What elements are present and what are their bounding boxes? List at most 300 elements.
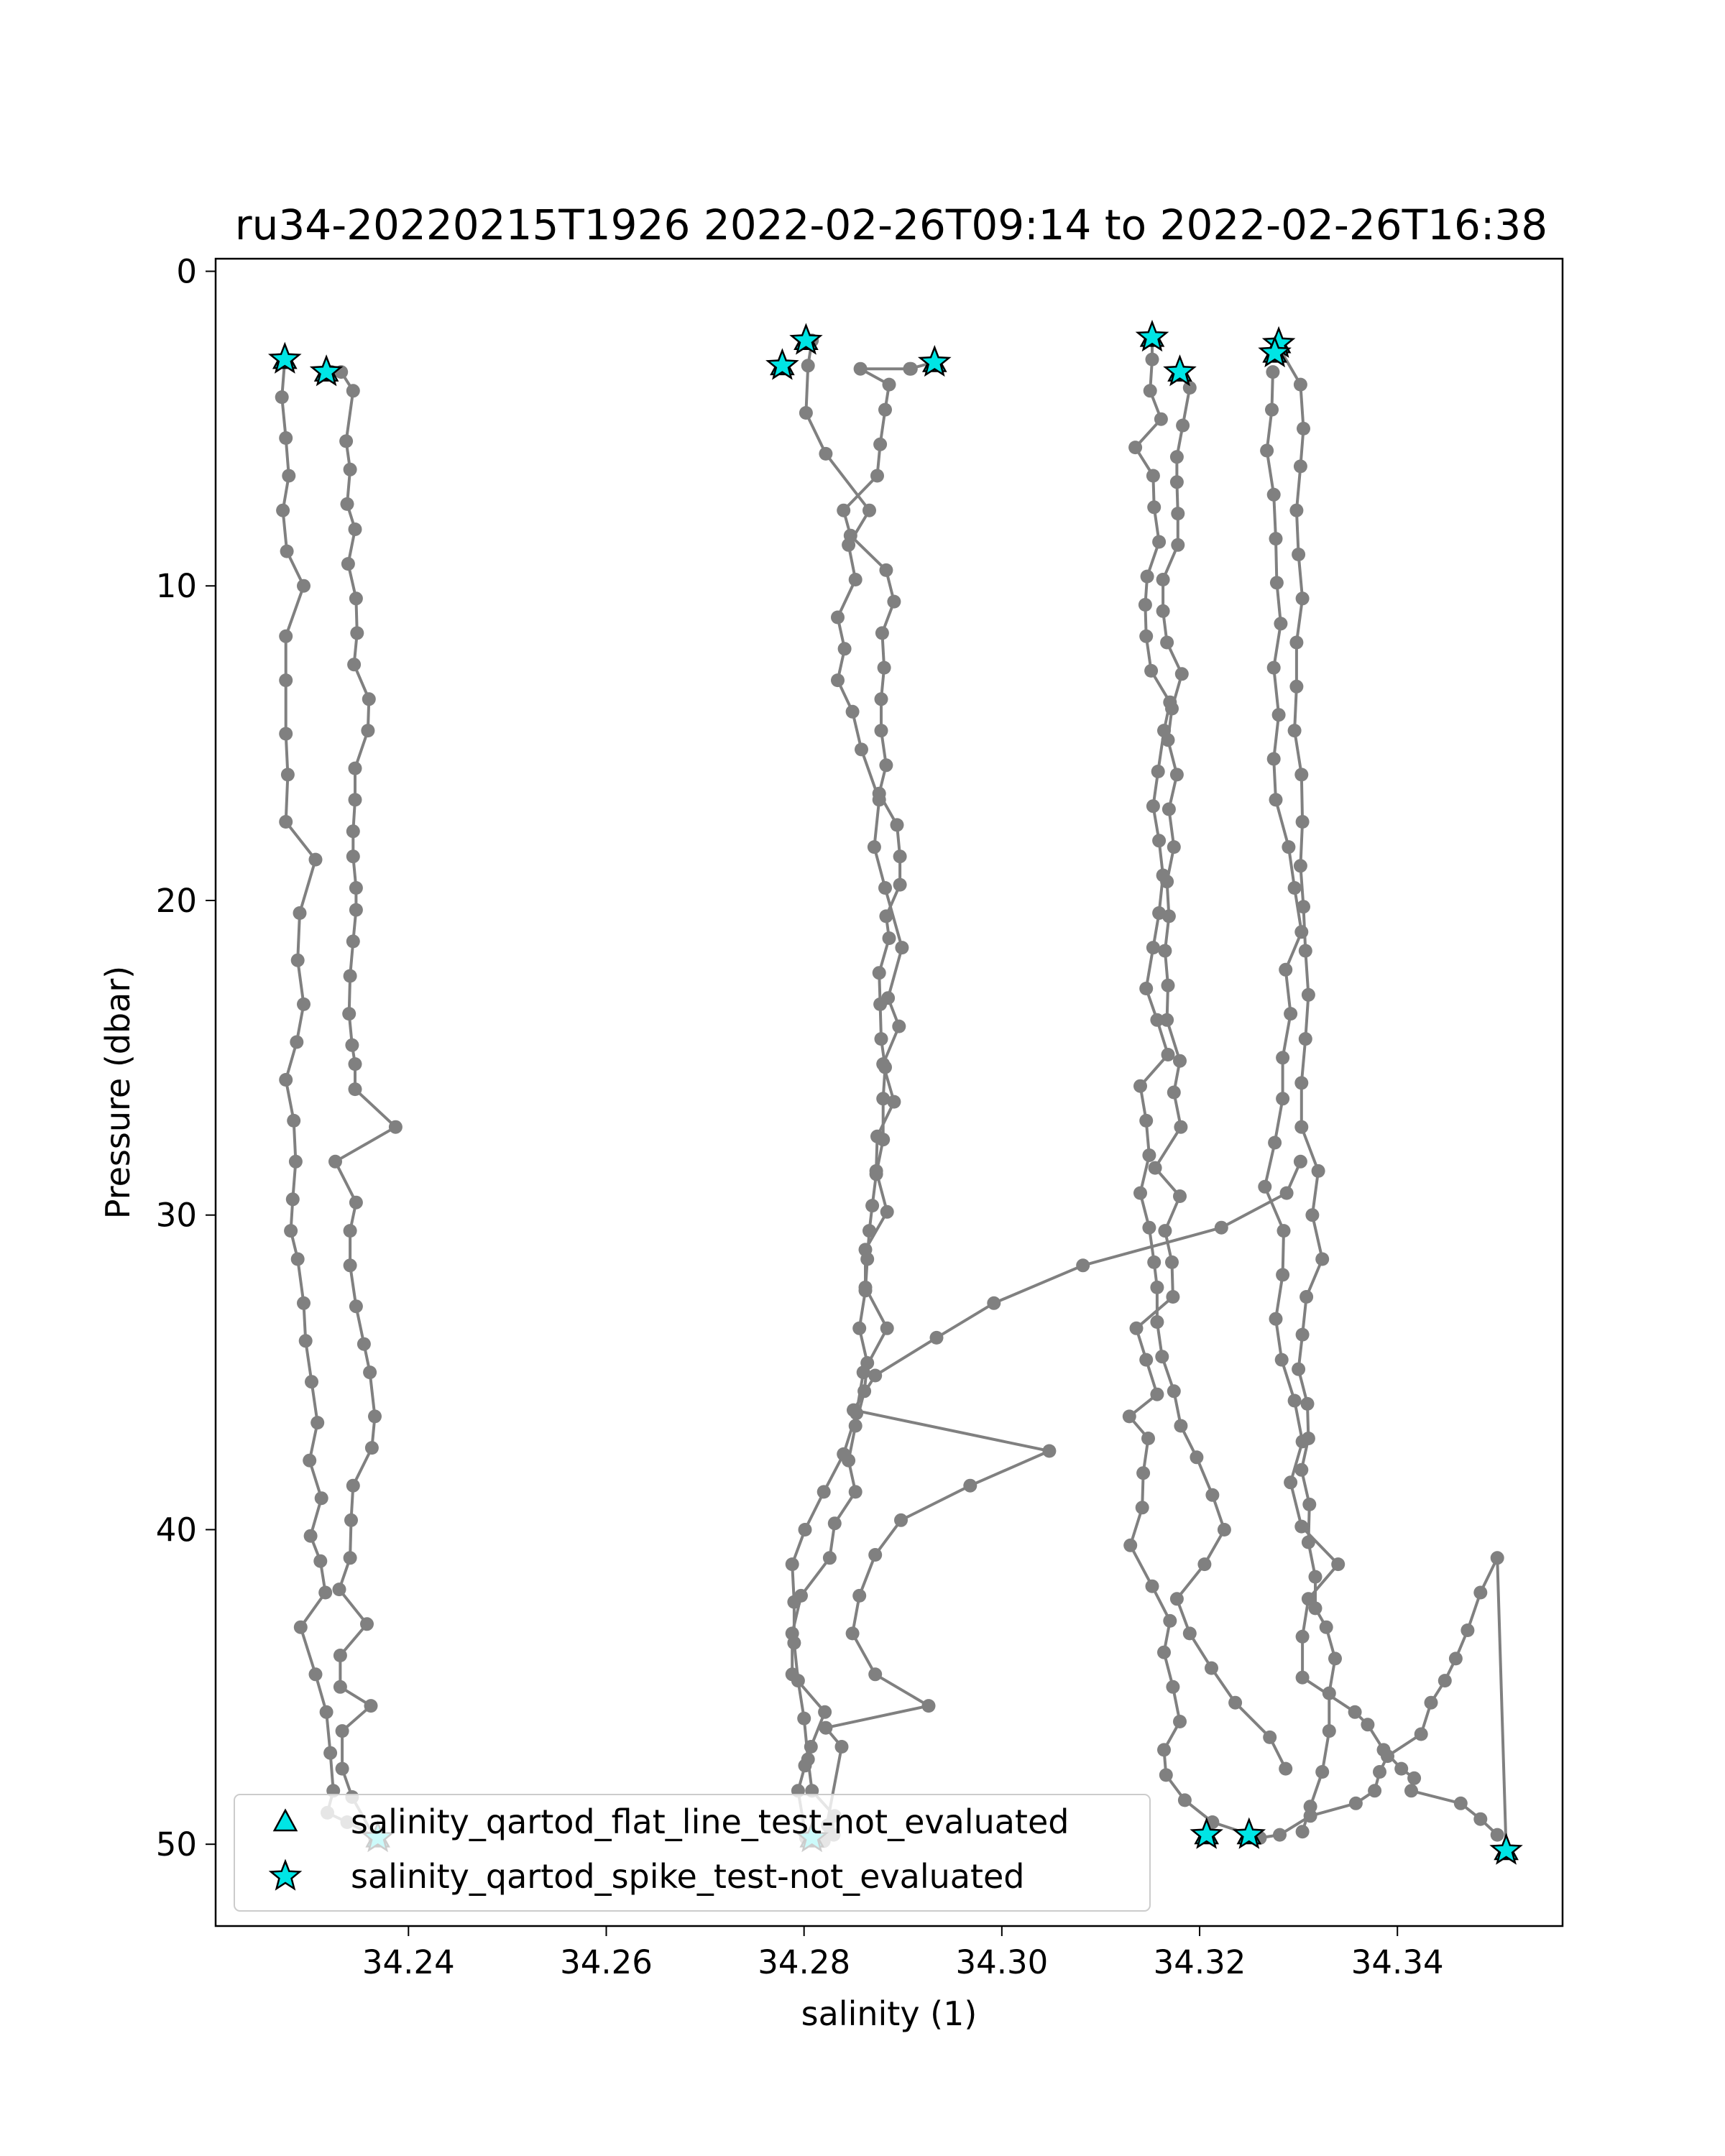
- profile-point: [1277, 1224, 1291, 1238]
- profile-point: [1154, 413, 1168, 426]
- profile-point: [360, 1617, 374, 1631]
- profile-point: [1425, 1696, 1438, 1710]
- profile-point: [873, 966, 886, 980]
- profile-point: [1152, 535, 1166, 549]
- profile-point: [879, 758, 893, 772]
- profile-point: [868, 1548, 882, 1562]
- profile-point: [1136, 1466, 1150, 1480]
- profile-point: [1141, 570, 1154, 584]
- profile-point: [1449, 1651, 1463, 1665]
- profile-point: [310, 1416, 324, 1429]
- profile-point: [1267, 661, 1281, 675]
- profile-point: [1183, 1626, 1197, 1640]
- profile-point: [1294, 1155, 1307, 1169]
- profile-point: [930, 1331, 944, 1345]
- profile-point: [818, 1705, 832, 1719]
- profile-point: [852, 1322, 866, 1335]
- profile-point: [1328, 1651, 1342, 1665]
- profile-point: [1178, 1793, 1192, 1807]
- profile-point: [828, 1516, 842, 1530]
- profile-point: [879, 563, 893, 577]
- profile-point: [1042, 1445, 1056, 1458]
- profile-point: [344, 1224, 357, 1238]
- profile-point: [835, 1740, 849, 1754]
- profile-point: [1288, 1394, 1302, 1408]
- profile-point: [1274, 617, 1287, 630]
- profile-point: [1076, 1258, 1090, 1272]
- profile-point: [1156, 604, 1170, 618]
- profile-point: [1176, 419, 1190, 433]
- profile-point: [309, 1667, 323, 1681]
- x-tick-label: 34.30: [955, 1943, 1049, 1981]
- profile-point: [349, 881, 363, 895]
- profile-point: [1473, 1812, 1487, 1826]
- profile-point: [1165, 702, 1179, 716]
- profile-point: [878, 403, 892, 417]
- profile-point: [1155, 1350, 1169, 1363]
- profile-point: [887, 595, 901, 609]
- profile-point: [893, 878, 907, 892]
- profile-point: [1152, 834, 1166, 847]
- profile-point: [368, 1409, 382, 1423]
- profile-point: [1167, 1384, 1181, 1398]
- profile-point: [1146, 799, 1160, 813]
- profile-point: [1162, 803, 1176, 816]
- profile-point: [1473, 1586, 1487, 1600]
- profile-point: [1296, 1671, 1310, 1685]
- profile-point: [1284, 1007, 1297, 1021]
- profile-point: [1289, 504, 1303, 517]
- profile-point: [1258, 1180, 1271, 1194]
- profile-point: [1162, 979, 1175, 992]
- profile-point: [1438, 1674, 1452, 1687]
- profile-point: [1377, 1743, 1391, 1756]
- profile-point: [1133, 1187, 1147, 1200]
- x-tick-label: 34.32: [1153, 1943, 1246, 1981]
- profile-point: [1320, 1621, 1333, 1634]
- profile-point: [1162, 733, 1175, 747]
- profile-point: [799, 1523, 812, 1537]
- y-tick-label: 40: [155, 1511, 197, 1549]
- profile-point: [1175, 667, 1189, 681]
- profile-point: [334, 1680, 347, 1694]
- profile-point: [1301, 1397, 1315, 1411]
- profile-point: [349, 793, 362, 806]
- profile-point: [279, 815, 293, 829]
- profile-point: [318, 1586, 332, 1600]
- profile-point: [280, 545, 294, 558]
- profile-point: [859, 1243, 873, 1256]
- profile-point: [1304, 1800, 1317, 1813]
- profile-point: [878, 661, 891, 675]
- profile-point: [987, 1296, 1000, 1310]
- profile-point: [1142, 1148, 1156, 1162]
- profile-point: [1414, 1728, 1428, 1741]
- profile-point: [875, 692, 888, 706]
- profile-point: [1282, 840, 1295, 854]
- profile-point: [1147, 1256, 1161, 1269]
- profile-point: [787, 1595, 801, 1609]
- profile-point: [1158, 944, 1172, 958]
- profile-point: [846, 705, 860, 719]
- profile-point: [315, 1491, 328, 1505]
- profile-point: [868, 1369, 882, 1383]
- profile-point: [344, 1514, 358, 1527]
- profile-point: [346, 384, 360, 397]
- profile-point: [1269, 793, 1283, 806]
- profile-point: [1322, 1724, 1336, 1738]
- profile-point: [349, 1082, 362, 1096]
- y-tick-label: 20: [155, 881, 197, 920]
- profile-point: [349, 1196, 363, 1210]
- profile-point: [1171, 507, 1184, 520]
- profile-point: [349, 1057, 362, 1071]
- profile-point: [1275, 1353, 1289, 1367]
- profile-point: [1288, 724, 1302, 737]
- profile-point: [293, 906, 307, 920]
- profile-point: [1205, 1662, 1218, 1675]
- profile-point: [1302, 1536, 1315, 1549]
- profile-point: [1139, 630, 1153, 643]
- profile-point: [1269, 1312, 1283, 1326]
- profile-point: [275, 390, 289, 404]
- profile-point: [349, 591, 363, 605]
- profile-point: [1159, 1768, 1173, 1782]
- profile-point: [1147, 500, 1161, 514]
- profile-point: [883, 931, 896, 945]
- profile-point: [799, 406, 813, 420]
- profile-point: [880, 1205, 894, 1219]
- x-tick-label: 34.24: [362, 1943, 455, 1981]
- legend-label: salinity_qartod_spike_test-not_evaluated: [351, 1857, 1025, 1896]
- profile-point: [1146, 353, 1159, 367]
- profile-point: [1171, 538, 1184, 552]
- profile-point: [1299, 1032, 1312, 1046]
- profile-point: [859, 1281, 873, 1294]
- profile-point: [1139, 1114, 1153, 1128]
- profile-point: [1144, 384, 1157, 397]
- profile-point: [1279, 1762, 1292, 1776]
- profile-point: [1294, 925, 1308, 939]
- profile-point: [341, 557, 355, 571]
- profile-point: [1309, 1601, 1322, 1615]
- profile-point: [865, 1199, 879, 1212]
- profile-point: [362, 692, 376, 706]
- profile-point: [1294, 1463, 1308, 1477]
- profile-point: [875, 724, 888, 737]
- profile-point: [892, 1020, 906, 1033]
- profile-point: [1276, 1268, 1289, 1281]
- profile-point: [1368, 1784, 1381, 1797]
- profile-point: [1454, 1797, 1468, 1810]
- profile-point: [1141, 1432, 1155, 1445]
- profile-point: [819, 447, 832, 461]
- profile-point: [349, 762, 362, 775]
- profile-point: [873, 793, 886, 806]
- profile-point: [334, 1649, 347, 1662]
- profile-point: [857, 1365, 870, 1379]
- legend-label: salinity_qartod_flat_line_test-not_evaluated: [351, 1802, 1070, 1841]
- profile-point: [389, 1120, 402, 1134]
- profile-point: [875, 626, 889, 640]
- profile-point: [309, 853, 323, 867]
- profile-point: [894, 1514, 908, 1527]
- profile-point: [1296, 1630, 1310, 1644]
- profile-point: [846, 1626, 860, 1640]
- profile-point: [344, 1258, 357, 1272]
- profile-point: [787, 1636, 801, 1650]
- x-axis-label: salinity (1): [801, 1994, 978, 2033]
- x-tick-label: 34.26: [560, 1943, 653, 1981]
- profile-point: [1183, 381, 1197, 395]
- profile-point: [341, 497, 354, 511]
- profile-point: [963, 1479, 977, 1493]
- profile-point: [1160, 636, 1174, 650]
- profile-point: [1263, 1731, 1276, 1744]
- profile-point: [1296, 815, 1310, 829]
- profile-point: [870, 469, 884, 483]
- profile-point: [297, 998, 310, 1011]
- profile-point: [336, 1762, 349, 1776]
- profile-point: [1322, 1687, 1336, 1700]
- profile-point: [1315, 1765, 1329, 1779]
- profile-point: [1136, 1501, 1149, 1514]
- profile-point: [1312, 1164, 1325, 1178]
- profile-point: [1142, 1221, 1156, 1235]
- profile-point: [291, 1253, 305, 1266]
- profile-point: [357, 1337, 371, 1351]
- profile-point: [1309, 1570, 1322, 1584]
- profile-point: [1273, 1828, 1287, 1842]
- profile-point: [838, 642, 852, 655]
- profile-point: [1294, 459, 1307, 473]
- profile-point: [1218, 1523, 1231, 1537]
- profile-point: [881, 991, 895, 1005]
- profile-point: [831, 611, 845, 625]
- profile-point: [1266, 365, 1279, 379]
- profile-point: [1228, 1696, 1242, 1710]
- profile-point: [349, 522, 362, 536]
- profile-point: [344, 463, 357, 476]
- profile-point: [1160, 875, 1174, 888]
- profile-point: [922, 1699, 936, 1713]
- profile-point: [1149, 1161, 1162, 1175]
- profile-point: [837, 1447, 850, 1461]
- profile-point: [849, 573, 862, 586]
- profile-point: [1292, 1363, 1305, 1376]
- profile-point: [1361, 1718, 1374, 1731]
- profile-point: [1294, 1076, 1308, 1089]
- profile-point: [287, 1114, 300, 1128]
- profile-point: [1302, 1498, 1316, 1511]
- profile-point: [1296, 591, 1310, 605]
- profile-point: [1460, 1623, 1474, 1637]
- profile-point: [849, 1485, 862, 1498]
- profile-point: [1300, 1290, 1313, 1304]
- profile-point: [1166, 1290, 1179, 1304]
- profile-point: [870, 1164, 883, 1178]
- profile-point: [1151, 765, 1165, 778]
- profile-point: [282, 469, 295, 483]
- profile-point: [346, 934, 360, 948]
- profile-point: [1197, 1557, 1211, 1571]
- profile-point: [1331, 1557, 1345, 1571]
- profile-point: [1128, 441, 1142, 454]
- profile-point: [873, 438, 887, 451]
- profile-point: [286, 1192, 300, 1206]
- profile-point: [868, 1667, 882, 1681]
- profile-point: [1157, 1743, 1171, 1756]
- profile-point: [279, 673, 293, 687]
- profile-point: [344, 969, 357, 983]
- profile-point: [1173, 1054, 1187, 1068]
- profile-point: [1296, 1328, 1310, 1342]
- profile-point: [1270, 576, 1284, 589]
- profile-point: [1205, 1488, 1219, 1502]
- profile-point: [1265, 403, 1279, 417]
- profile-point: [1260, 444, 1274, 458]
- profile-point: [299, 1334, 313, 1348]
- profile-point: [1299, 944, 1312, 958]
- profile-point: [1280, 1187, 1294, 1200]
- profile-point: [276, 504, 290, 517]
- profile-point: [893, 849, 907, 863]
- profile-point: [842, 538, 855, 552]
- profile-point: [1289, 680, 1303, 694]
- profile-point: [1294, 768, 1308, 781]
- profile-point: [1284, 1475, 1297, 1489]
- profile-point: [1294, 378, 1307, 392]
- profile-point: [1289, 636, 1303, 650]
- profile-point: [303, 1454, 316, 1468]
- profile-point: [868, 840, 881, 854]
- profile-point: [1305, 1208, 1319, 1222]
- profile-point: [1294, 859, 1307, 872]
- profile-point: [1296, 1825, 1310, 1838]
- y-tick-label: 0: [176, 252, 197, 291]
- profile-point: [291, 954, 305, 967]
- profile-point: [862, 504, 876, 517]
- profile-point: [1158, 1224, 1172, 1238]
- y-tick-label: 50: [155, 1825, 197, 1864]
- profile-point: [1150, 1281, 1164, 1294]
- profile-point: [342, 1007, 356, 1021]
- profile-point: [289, 1155, 303, 1169]
- profile-point: [1272, 708, 1286, 722]
- profile-point: [847, 1404, 860, 1417]
- profile-point: [1139, 982, 1153, 995]
- x-tick-label: 34.28: [758, 1943, 851, 1981]
- profile-point: [339, 434, 353, 448]
- profile-point: [1268, 1136, 1282, 1150]
- profile-point: [1156, 573, 1170, 586]
- profile-point: [1302, 1432, 1315, 1445]
- profile-point: [1279, 963, 1292, 977]
- profile-point: [1267, 488, 1281, 502]
- profile-point: [1267, 752, 1281, 766]
- profile-point: [279, 727, 293, 741]
- profile-point: [279, 431, 293, 445]
- profile-point: [346, 1479, 360, 1493]
- profile-point: [313, 1554, 327, 1568]
- profile-point: [1276, 1051, 1289, 1064]
- profile-point: [1288, 881, 1302, 895]
- profile-point: [333, 1583, 346, 1596]
- profile-point: [1174, 1120, 1187, 1134]
- profile-point: [1130, 1322, 1144, 1335]
- profile-point: [349, 1299, 363, 1313]
- profile-point: [1174, 1419, 1187, 1433]
- y-axis-label: Pressure (dbar): [98, 965, 137, 1220]
- profile-point: [1348, 1705, 1362, 1719]
- profile-point: [323, 1746, 337, 1760]
- profile-point: [1139, 1353, 1153, 1367]
- profile-point: [1491, 1828, 1504, 1842]
- profile-point: [852, 1589, 866, 1603]
- profile-point: [284, 1224, 298, 1238]
- profile-point: [1294, 1120, 1308, 1134]
- profile-point: [1297, 422, 1310, 436]
- profile-point: [797, 1712, 811, 1726]
- profile-point: [1302, 988, 1315, 1002]
- legend: [234, 1795, 1150, 1911]
- profile-point: [1165, 1256, 1179, 1269]
- profile-point: [1162, 1048, 1175, 1061]
- profile-point: [347, 658, 361, 671]
- profile-point: [831, 673, 845, 687]
- profile-point: [887, 1095, 901, 1109]
- profile-point: [854, 362, 868, 376]
- profile-point: [1373, 1765, 1386, 1779]
- profile-point: [1190, 1450, 1203, 1464]
- profile-point: [346, 849, 360, 863]
- profile-point: [281, 768, 295, 781]
- profile-point: [1167, 1086, 1181, 1100]
- profile-point: [1150, 1315, 1164, 1329]
- profile-point: [1215, 1221, 1228, 1235]
- profile-point: [1404, 1784, 1418, 1797]
- profile-point: [1315, 1253, 1329, 1266]
- profile-point: [1491, 1551, 1504, 1565]
- profile-point: [346, 824, 360, 838]
- profile-point: [1170, 450, 1184, 464]
- profile-point: [290, 1036, 303, 1049]
- profile-point: [364, 1699, 378, 1713]
- y-tick-label: 10: [155, 567, 197, 606]
- profile-point: [855, 742, 868, 756]
- profile-point: [870, 1130, 884, 1143]
- profile-point: [1144, 664, 1158, 678]
- profile-point: [1138, 598, 1152, 612]
- profile-point: [1294, 1520, 1308, 1534]
- profile-point: [801, 1753, 815, 1766]
- profile-point: [1276, 1092, 1289, 1105]
- profile-point: [294, 1621, 308, 1634]
- y-tick-label: 30: [155, 1196, 197, 1235]
- profile-point: [1146, 469, 1160, 483]
- profile-point: [895, 941, 908, 954]
- profile-point: [304, 1529, 318, 1543]
- profile-point: [880, 1322, 894, 1335]
- profile-point: [1157, 1646, 1171, 1659]
- profile-point: [279, 1073, 293, 1087]
- profile-point: [279, 630, 293, 643]
- profile-point: [817, 1485, 831, 1498]
- chart-title: ru34-20220215T1926 2022-02-26T09:14 to 2022-02-26T16:38: [234, 201, 1548, 249]
- profile-point: [297, 579, 310, 593]
- profile-point: [1297, 900, 1310, 913]
- profile-point: [361, 724, 374, 737]
